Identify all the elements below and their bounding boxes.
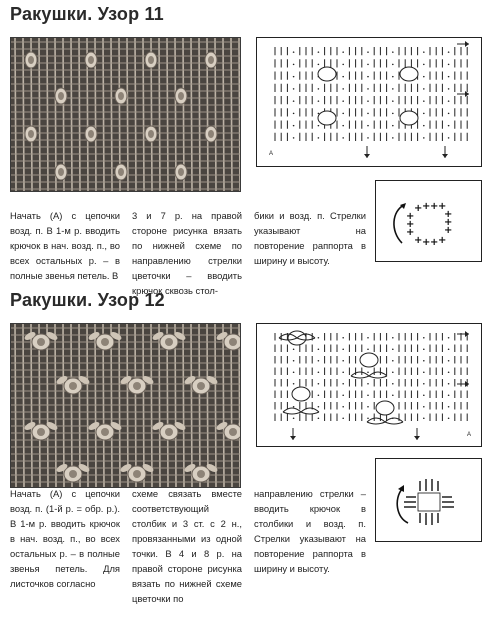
svg-text:+: + [422,237,431,248]
svg-text:+: + [444,217,453,228]
svg-text:+: + [444,209,453,220]
svg-text:+: + [406,227,415,238]
svg-text:+: + [430,201,439,212]
text-column-12-c: направлению стрелки – вводить крючок в столбики и возд. п. Стрелки указывают на повторение раппорта в ширину и высоту. [254,488,366,574]
text-column-11-b: 3 и 7 р. на правой стороне рисунка вязать по нижней схеме по направлению стрелки цветочки – вводить крючок сквозь стол- [132,210,242,296]
svg-text:+: + [422,201,431,212]
text-column-11-a: Начать (А) с цепочки возд. п. В 1-м р. вводить крючок в нач. возд. п., во всех остальных р. – в полные звенья петель. В [10,210,120,281]
svg-text:+: + [406,211,415,222]
text-column-11-c: бики и возд. п. Стрелки указывают на повторение раппорта в ширину и высоту. [254,210,366,266]
text-column-12-a: Начать (А) с цепочки возд. п. (1-й р. = обр. р.). В 1-м р. вводить крючок в нач. возд. п., во всех остальных р. – в полные звенья петель. Для листочков согласно [10,488,120,589]
svg-text:+: + [444,225,453,236]
chart-start-label: A [269,151,274,157]
flower-motif-chart-12 [375,458,482,542]
section-title-12: Ракушки. Узор 12 [10,290,165,310]
svg-text:+: + [414,203,423,214]
svg-text:+: + [430,237,439,248]
svg-text:+: + [438,235,447,246]
svg-text:+: + [406,219,415,230]
crochet-chart-11 [256,37,482,167]
section-title-11: Ракушки. Узор 11 [10,4,164,24]
svg-text:+: + [438,201,447,212]
text-column-12-b: схеме связать вместе соответствующий столбик и 3 ст. с 2 н., провязанными из одной точки. В 4 и 8 р. на правой стороне рисунка вязать по нижней схеме цветочки по [132,488,242,604]
svg-text:+: + [414,235,423,246]
crochet-photo-12 [10,323,241,488]
chart-start-label: A [467,432,472,438]
crochet-chart-12 [256,323,482,447]
crochet-photo-11 [10,37,241,192]
flower-motif-chart-11 [375,180,482,262]
